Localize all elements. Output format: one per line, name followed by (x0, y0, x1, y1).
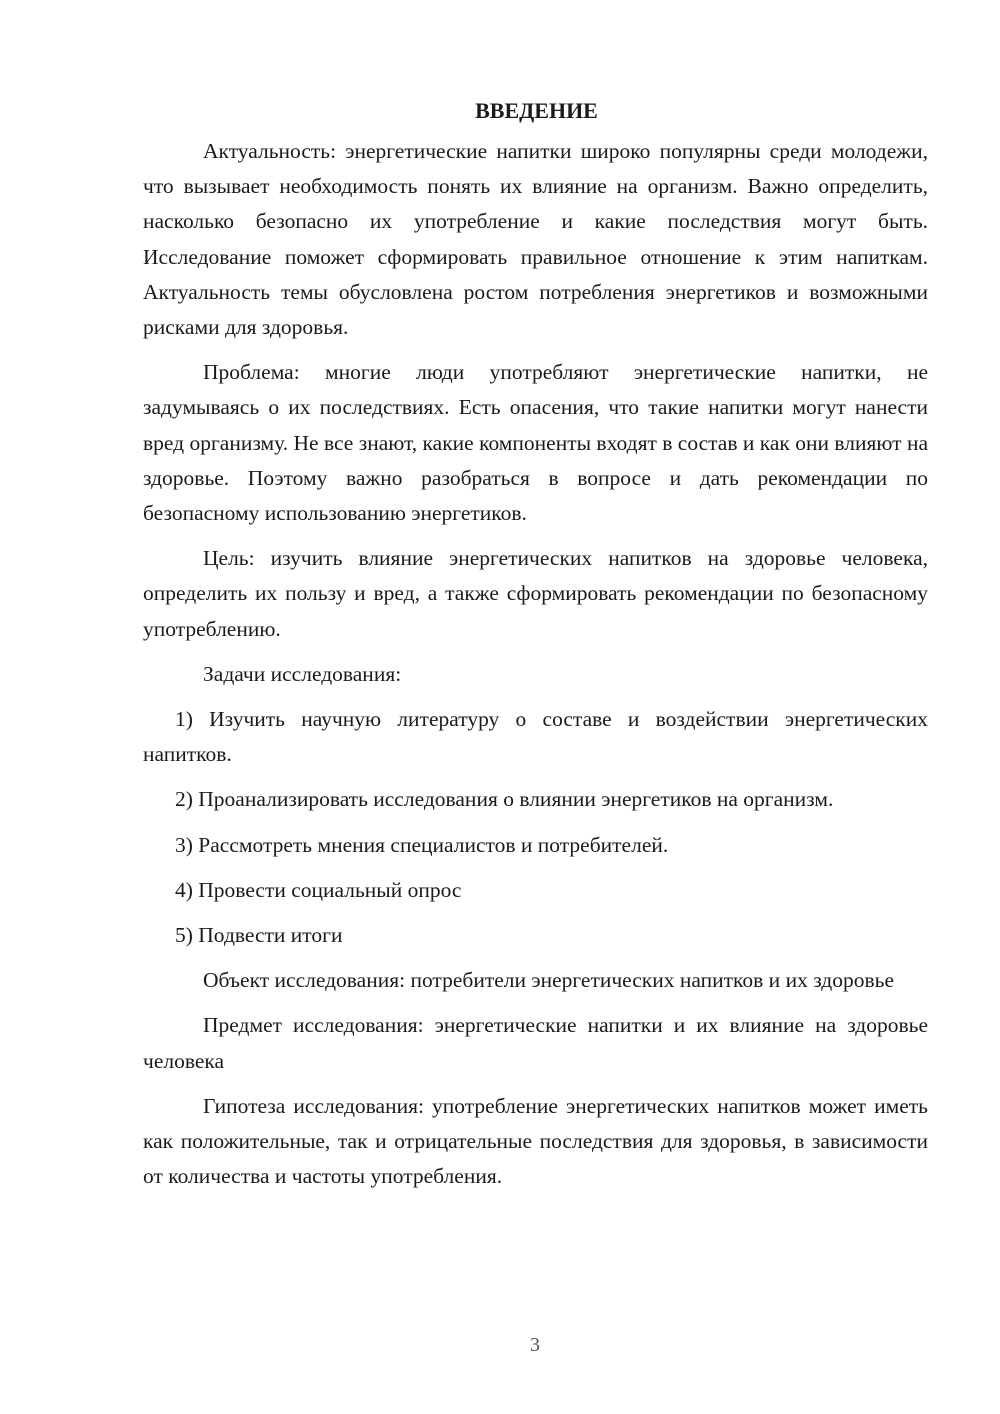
relevance-paragraph: Актуальность: энергетические напитки широко популярны среди молодежи, что вызывает необходимость понять их влияние на организм. Важно определить, насколько безопасно их употребление и какие последствия могут быть. Исследование поможет сформировать правильное отношение к этим напиткам. Актуальность темы обусловлена ростом потребления энергетиков и возможными рисками для здоровья. (143, 139, 928, 340)
task-item-1: 1) Изучить научную литературу о составе и воздействии энергетических напитков. (143, 707, 928, 767)
task-item-4: 4) Провести социальный опрос (175, 877, 462, 902)
task-item-3: 3) Рассмотреть мнения специалистов и потребителей. (175, 832, 669, 857)
goal-paragraph: Цель: изучить влияние энергетических напитков на здоровье человека, определить их пользу и вред, а также сформировать рекомендации по безопасному употреблению. (143, 546, 928, 641)
task-item-2: 2) Проанализировать исследования о влиянии энергетиков на организм. (175, 787, 834, 812)
task-item-5: 5) Подвести итоги (175, 923, 343, 948)
object-paragraph: Объект исследования: потребители энергетических напитков и их здоровье (203, 968, 894, 993)
problem-paragraph: Проблема: многие люди употребляют энергетические напитки, не задумываясь о их последствиях. Есть опасения, что такие напитки могут нанести вред организму. Не все знают, какие компоненты входят в состав и как они влияют на здоровье. Поэтому важно разобраться в вопросе и дать рекомендации по безопасному использованию энергетиков. (143, 360, 928, 526)
page-number: 3 (530, 1334, 540, 1356)
subject-paragraph: Предмет исследования: энергетические напитки и их влияние на здоровье человека (143, 1013, 928, 1073)
hypothesis-paragraph: Гипотеза исследования: употребление энергетических напитков может иметь как положительные, так и отрицательные последствия для здоровья, в зависимости от количества и частоты употребления. (143, 1093, 928, 1189)
section-title: ВВЕДЕНИЕ (475, 98, 598, 123)
tasks-heading: Задачи исследования: (203, 661, 402, 686)
document-page (143, 96, 928, 1204)
